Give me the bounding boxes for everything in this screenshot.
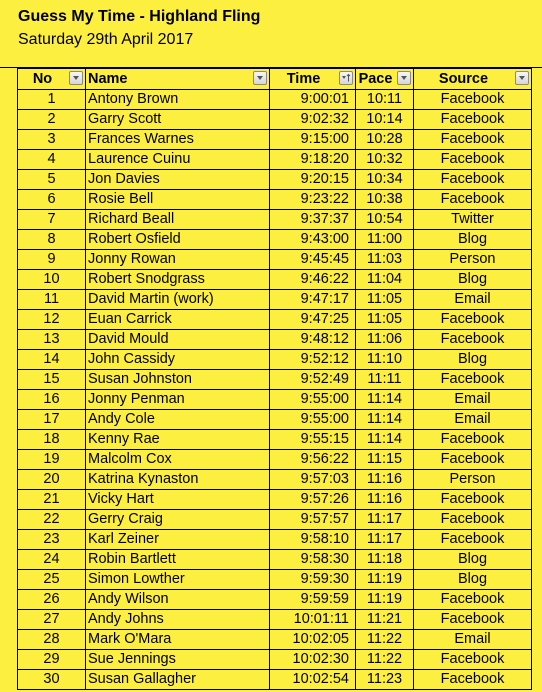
- cell-name[interactable]: David Mould: [85, 330, 269, 350]
- cell-source[interactable]: Facebook: [413, 450, 532, 470]
- cell-name[interactable]: Robert Snodgrass: [85, 270, 269, 290]
- cell-name[interactable]: Antony Brown: [85, 90, 269, 110]
- cell-time[interactable]: 9:15:00: [269, 130, 355, 150]
- cell-source[interactable]: Person: [413, 250, 532, 270]
- cell-pace[interactable]: 11:05: [355, 290, 413, 310]
- sort-ascending-icon[interactable]: [339, 71, 353, 85]
- cell-name[interactable]: Mark O'Mara: [85, 630, 269, 650]
- table-row: [17, 170, 532, 190]
- cell-name[interactable]: Robin Bartlett: [85, 550, 269, 570]
- table-row: [17, 430, 532, 450]
- dropdown-arrow-icon[interactable]: [253, 71, 267, 85]
- cell-source[interactable]: Email: [413, 630, 532, 650]
- cell-time[interactable]: 9:57:26: [269, 490, 355, 510]
- cell-time[interactable]: 9:59:30: [269, 570, 355, 590]
- cell-pace[interactable]: 10:54: [355, 210, 413, 230]
- cell-pace[interactable]: 11:17: [355, 530, 413, 550]
- dropdown-arrow-icon[interactable]: [69, 71, 83, 85]
- cell-pace[interactable]: 11:14: [355, 430, 413, 450]
- cell-time[interactable]: 9:37:37: [269, 210, 355, 230]
- cell-pace[interactable]: 11:16: [355, 470, 413, 490]
- col-header-label: Time: [286, 71, 321, 87]
- cell-source[interactable]: Blog: [413, 550, 532, 570]
- cell-source[interactable]: Blog: [413, 270, 532, 290]
- cell-name[interactable]: Frances Warnes: [85, 130, 269, 150]
- cell-source[interactable]: Facebook: [413, 170, 532, 190]
- table-row: [17, 610, 532, 630]
- cell-source[interactable]: Facebook: [413, 490, 532, 510]
- cell-no[interactable]: 29: [17, 650, 85, 670]
- cell-time[interactable]: 10:02:30: [269, 650, 355, 670]
- cell-time[interactable]: 9:58:10: [269, 530, 355, 550]
- cell-source[interactable]: Facebook: [413, 650, 532, 670]
- table-row: [17, 150, 532, 170]
- cell-no[interactable]: 10: [17, 270, 85, 290]
- table-row: [17, 470, 532, 490]
- cell-name[interactable]: Susan Gallagher: [85, 670, 269, 690]
- cell-no[interactable]: 9: [17, 250, 85, 270]
- cell-no[interactable]: 2: [17, 110, 85, 130]
- cell-name[interactable]: Katrina Kynaston: [85, 470, 269, 490]
- col-header-no: [17, 69, 85, 90]
- cell-source[interactable]: Email: [413, 390, 532, 410]
- page-title: Guess My Time - Highland Fling: [18, 8, 261, 25]
- cell-pace[interactable]: 10:34: [355, 170, 413, 190]
- cell-source[interactable]: Email: [413, 410, 532, 430]
- cell-source[interactable]: Facebook: [413, 430, 532, 450]
- cell-source[interactable]: Blog: [413, 570, 532, 590]
- cell-no[interactable]: 25: [17, 570, 85, 590]
- cell-name[interactable]: Malcolm Cox: [85, 450, 269, 470]
- table-row: [17, 310, 532, 330]
- cell-pace[interactable]: 10:11: [355, 90, 413, 110]
- cell-name[interactable]: Andy Wilson: [85, 590, 269, 610]
- cell-pace[interactable]: 10:28: [355, 130, 413, 150]
- cell-pace[interactable]: 10:14: [355, 110, 413, 130]
- cell-no[interactable]: 18: [17, 430, 85, 450]
- cell-source[interactable]: Facebook: [413, 130, 532, 150]
- table-row: [17, 350, 532, 370]
- dropdown-arrow-icon[interactable]: [515, 71, 529, 85]
- table-row: [17, 190, 532, 210]
- cell-source[interactable]: Facebook: [413, 590, 532, 610]
- cell-name[interactable]: David Martin (work): [85, 290, 269, 310]
- cell-pace[interactable]: 11:23: [355, 670, 413, 690]
- cell-time[interactable]: 9:55:15: [269, 430, 355, 450]
- table-row: [17, 110, 532, 130]
- cell-pace[interactable]: 11:15: [355, 450, 413, 470]
- cell-time[interactable]: 9:58:30: [269, 550, 355, 570]
- cell-time[interactable]: 9:02:32: [269, 110, 355, 130]
- cell-name[interactable]: Vicky Hart: [85, 490, 269, 510]
- cell-pace[interactable]: 11:19: [355, 590, 413, 610]
- cell-source[interactable]: Twitter: [413, 210, 532, 230]
- cell-pace[interactable]: 11:16: [355, 490, 413, 510]
- cell-no[interactable]: 28: [17, 630, 85, 650]
- cell-no[interactable]: 19: [17, 450, 85, 470]
- cell-pace[interactable]: 11:18: [355, 550, 413, 570]
- cell-name[interactable]: Gerry Craig: [85, 510, 269, 530]
- col-header-time: [269, 69, 355, 90]
- cell-source[interactable]: Blog: [413, 230, 532, 250]
- cell-name[interactable]: Robert Osfield: [85, 230, 269, 250]
- cell-time[interactable]: 9:18:20: [269, 150, 355, 170]
- cell-no[interactable]: 4: [17, 150, 85, 170]
- table-row: [17, 490, 532, 510]
- cell-name[interactable]: Kenny Rae: [85, 430, 269, 450]
- table-body: [17, 90, 532, 690]
- cell-name[interactable]: Andy Johns: [85, 610, 269, 630]
- cell-source[interactable]: Facebook: [413, 610, 532, 630]
- cell-pace[interactable]: 11:21: [355, 610, 413, 630]
- table-row: [17, 390, 532, 410]
- table-row: [17, 630, 532, 650]
- cell-no[interactable]: 27: [17, 610, 85, 630]
- cell-no[interactable]: 24: [17, 550, 85, 570]
- cell-name[interactable]: Simon Lowther: [85, 570, 269, 590]
- cell-pace[interactable]: 11:14: [355, 390, 413, 410]
- cell-no[interactable]: 26: [17, 590, 85, 610]
- cell-pace[interactable]: 11:11: [355, 370, 413, 390]
- cell-no[interactable]: 11: [17, 290, 85, 310]
- table-row: [17, 90, 532, 110]
- cell-pace[interactable]: 11:19: [355, 570, 413, 590]
- cell-no[interactable]: 21: [17, 490, 85, 510]
- cell-time[interactable]: 9:00:01: [269, 90, 355, 110]
- cell-no[interactable]: 17: [17, 410, 85, 430]
- col-header-label: Source: [438, 71, 489, 87]
- cell-time[interactable]: 9:20:15: [269, 170, 355, 190]
- cell-name[interactable]: Andy Cole: [85, 410, 269, 430]
- cell-time[interactable]: 9:57:57: [269, 510, 355, 530]
- cell-name[interactable]: Jon Davies: [85, 170, 269, 190]
- cell-name[interactable]: John Cassidy: [85, 350, 269, 370]
- table-row: [17, 530, 532, 550]
- cell-no[interactable]: 12: [17, 310, 85, 330]
- col-header-source: [413, 69, 532, 90]
- cell-pace[interactable]: 11:03: [355, 250, 413, 270]
- cell-pace[interactable]: 11:04: [355, 270, 413, 290]
- cell-source[interactable]: Person: [413, 470, 532, 490]
- cell-time[interactable]: 10:01:11: [269, 610, 355, 630]
- cell-no[interactable]: 8: [17, 230, 85, 250]
- cell-time[interactable]: 9:47:25: [269, 310, 355, 330]
- table-row: [17, 230, 532, 250]
- cell-pace[interactable]: 10:32: [355, 150, 413, 170]
- cell-time[interactable]: 9:56:22: [269, 450, 355, 470]
- cell-time[interactable]: 9:46:22: [269, 270, 355, 290]
- table-row: [17, 330, 532, 350]
- cell-source[interactable]: Facebook: [413, 150, 532, 170]
- cell-name[interactable]: Susan Johnston: [85, 370, 269, 390]
- cell-time[interactable]: 10:02:05: [269, 630, 355, 650]
- cell-source[interactable]: Facebook: [413, 310, 532, 330]
- cell-time[interactable]: 9:52:49: [269, 370, 355, 390]
- cell-no[interactable]: 3: [17, 130, 85, 150]
- cell-pace[interactable]: 11:05: [355, 310, 413, 330]
- table-row: [17, 270, 532, 290]
- cell-source[interactable]: Blog: [413, 350, 532, 370]
- table-row: [17, 650, 532, 670]
- cell-time[interactable]: 9:52:12: [269, 350, 355, 370]
- table-row: [17, 550, 532, 570]
- cell-no[interactable]: 7: [17, 210, 85, 230]
- cell-pace[interactable]: 11:00: [355, 230, 413, 250]
- table-row: [17, 410, 532, 430]
- results-table: [17, 68, 532, 690]
- cell-pace[interactable]: 11:06: [355, 330, 413, 350]
- col-header-name: [85, 69, 269, 90]
- cell-source[interactable]: Facebook: [413, 110, 532, 130]
- table-row: [17, 210, 532, 230]
- cell-source[interactable]: Facebook: [413, 670, 532, 690]
- cell-name[interactable]: Laurence Cuinu: [85, 150, 269, 170]
- cell-no[interactable]: 20: [17, 470, 85, 490]
- cell-time[interactable]: 9:43:00: [269, 230, 355, 250]
- cell-time[interactable]: 9:47:17: [269, 290, 355, 310]
- cell-name[interactable]: Richard Beall: [85, 210, 269, 230]
- cell-no[interactable]: 23: [17, 530, 85, 550]
- cell-source[interactable]: Facebook: [413, 370, 532, 390]
- table-row: [17, 670, 532, 690]
- cell-pace[interactable]: 11:10: [355, 350, 413, 370]
- cell-name[interactable]: Euan Carrick: [85, 310, 269, 330]
- cell-time[interactable]: 9:45:45: [269, 250, 355, 270]
- table-row: [17, 510, 532, 530]
- cell-time[interactable]: 9:55:00: [269, 410, 355, 430]
- cell-source[interactable]: Facebook: [413, 90, 532, 110]
- cell-no[interactable]: 1: [17, 90, 85, 110]
- table-row: [17, 130, 532, 150]
- cell-pace[interactable]: 10:38: [355, 190, 413, 210]
- table-row: [17, 290, 532, 310]
- cell-name[interactable]: Sue Jennings: [85, 650, 269, 670]
- table-row: [17, 250, 532, 270]
- cell-no[interactable]: 5: [17, 170, 85, 190]
- cell-no[interactable]: 15: [17, 370, 85, 390]
- cell-source[interactable]: Facebook: [413, 330, 532, 350]
- cell-time[interactable]: 9:23:22: [269, 190, 355, 210]
- cell-time[interactable]: 9:55:00: [269, 390, 355, 410]
- cell-source[interactable]: Email: [413, 290, 532, 310]
- table-row: [17, 370, 532, 390]
- cell-source[interactable]: Facebook: [413, 190, 532, 210]
- page-subtitle: Saturday 29th April 2017: [18, 31, 194, 48]
- cell-pace[interactable]: 11:22: [355, 650, 413, 670]
- table-header-row: [17, 69, 532, 90]
- cell-name[interactable]: Jonny Rowan: [85, 250, 269, 270]
- col-header-label: Name: [88, 71, 128, 87]
- cell-time[interactable]: 10:02:54: [269, 670, 355, 690]
- cell-name[interactable]: Jonny Penman: [85, 390, 269, 410]
- cell-time[interactable]: 9:59:59: [269, 590, 355, 610]
- col-header-pace: [355, 69, 413, 90]
- cell-pace[interactable]: 11:22: [355, 630, 413, 650]
- col-header-label: Pace: [358, 71, 393, 87]
- dropdown-arrow-icon[interactable]: [397, 71, 411, 85]
- col-header-label: No: [32, 71, 53, 87]
- cell-time[interactable]: 9:48:12: [269, 330, 355, 350]
- cell-name[interactable]: Garry Scott: [85, 110, 269, 130]
- cell-no[interactable]: 13: [17, 330, 85, 350]
- cell-no[interactable]: 22: [17, 510, 85, 530]
- cell-name[interactable]: Rosie Bell: [85, 190, 269, 210]
- cell-no[interactable]: 16: [17, 390, 85, 410]
- cell-time[interactable]: 9:57:03: [269, 470, 355, 490]
- cell-source[interactable]: Facebook: [413, 510, 532, 530]
- cell-source[interactable]: Facebook: [413, 530, 532, 550]
- cell-no[interactable]: 6: [17, 190, 85, 210]
- table-row: [17, 450, 532, 470]
- table-row: [17, 590, 532, 610]
- cell-pace[interactable]: 11:14: [355, 410, 413, 430]
- cell-pace[interactable]: 11:17: [355, 510, 413, 530]
- cell-no[interactable]: 30: [17, 670, 85, 690]
- cell-name[interactable]: Karl Zeiner: [85, 530, 269, 550]
- table-row: [17, 570, 532, 590]
- cell-no[interactable]: 14: [17, 350, 85, 370]
